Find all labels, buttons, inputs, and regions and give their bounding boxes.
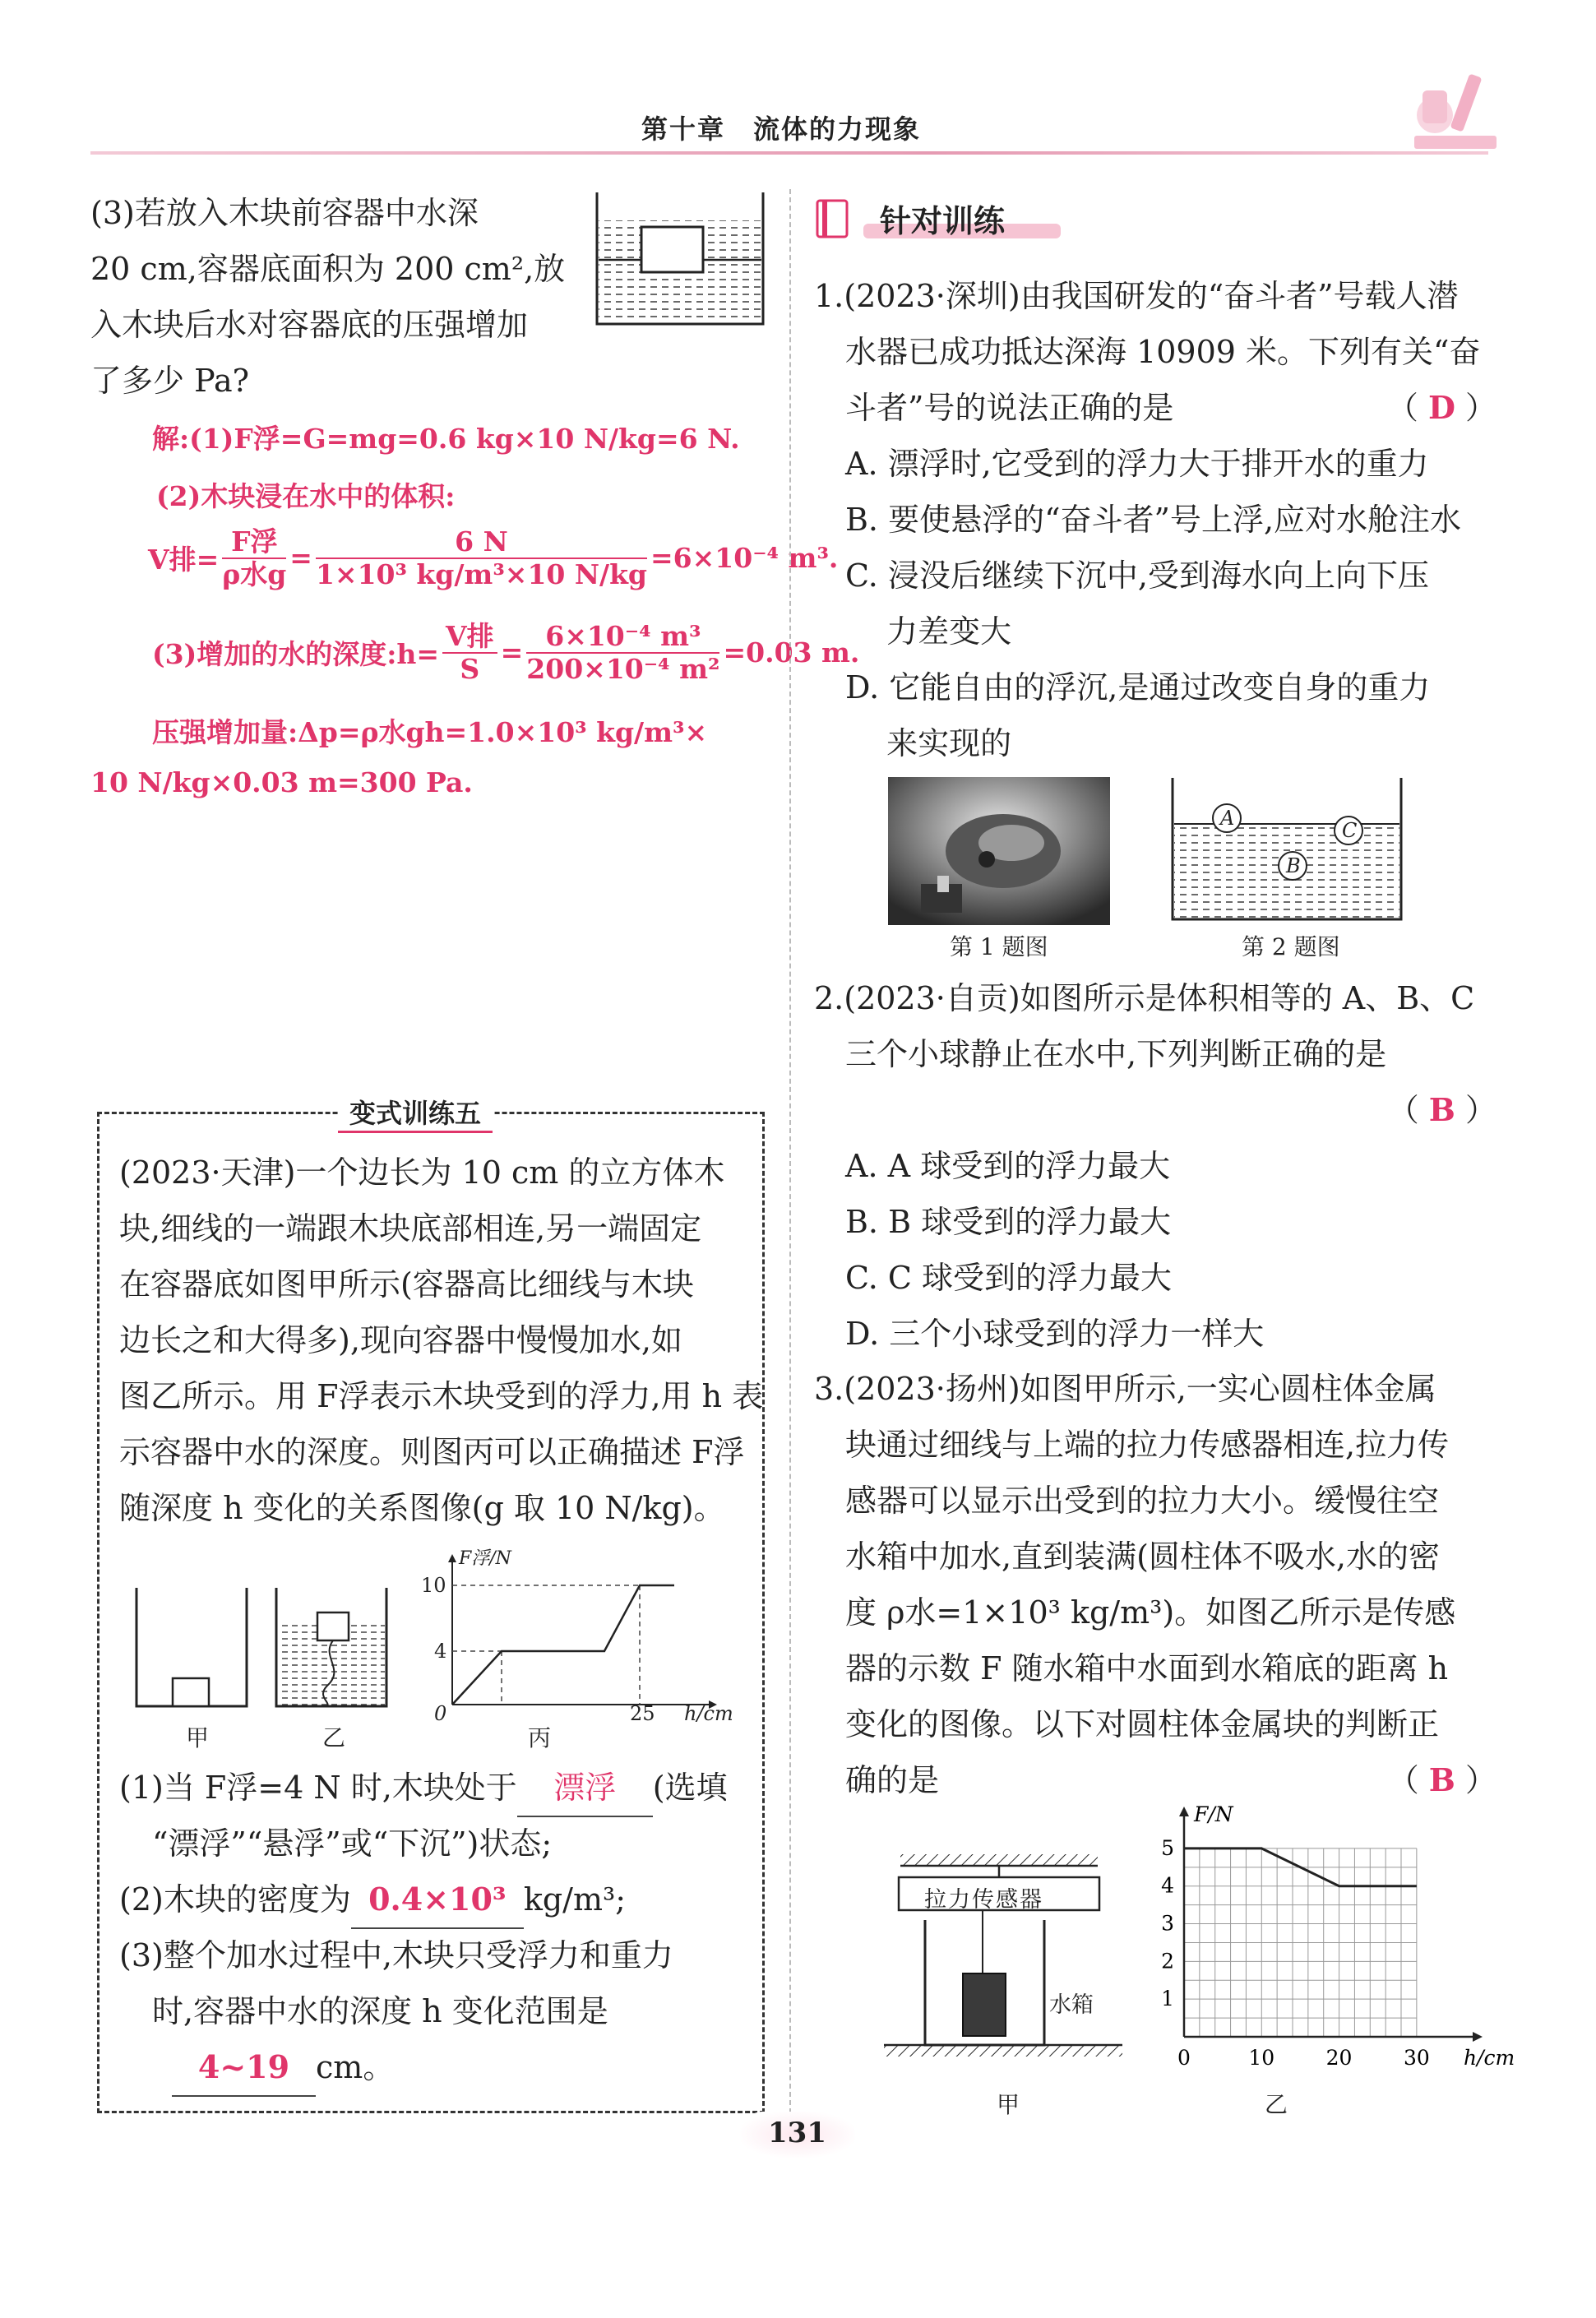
fig2-caption: 第 2 题图 [1242, 933, 1340, 960]
sub3-line1: (3)整个加水过程中,木块只受浮力和重力 [119, 1937, 673, 1973]
three-balls-figure [1168, 773, 1406, 925]
q3-line2: 20 cm,容器底面积为 200 cm²,放 [90, 251, 566, 287]
ball-b-label: B [1286, 854, 1301, 877]
y-tick-label: 5 [1161, 1835, 1174, 1860]
q1-answer-bracket: （ D ） [1386, 389, 1497, 426]
variant-subquestions [119, 1760, 761, 2105]
right-q2 [814, 970, 1497, 1352]
sub3-blank [172, 2039, 316, 2097]
variant-line-1: (2023·天津)一个边长为 10 cm 的立方体木 [119, 1154, 725, 1191]
variant-figure-jia [132, 1583, 255, 1739]
q1-option-c2: 力差变大 [845, 613, 1012, 650]
volume-result: =6×10⁻⁴ m³. [650, 542, 839, 575]
variant-line-3: 在容器底如图甲所示(容器高比细线与木块 [119, 1266, 694, 1302]
q3-fig-yi: 乙 [1265, 2091, 1288, 2118]
q3-line3: 入木块后水对容器底的压强增加 [90, 307, 529, 343]
rq3-answer-bracket: （ B ） [1387, 1761, 1497, 1798]
q1-option-c: C. 浸没后继续下沉中,受到海水向上向下压 [845, 558, 1429, 594]
chapter-title: 第十章 流体的力现象 [641, 113, 922, 145]
frac1-den: ρ水g [222, 558, 287, 590]
x-axis-label: h/cm [1464, 2046, 1515, 2070]
graph-bing-ytop: 10 [421, 1574, 446, 1597]
rq3-line2: 块通过细线与上端的拉力传感器相连,拉力传 [845, 1427, 1450, 1463]
q3-line4: 了多少 Pa? [90, 363, 249, 399]
sub2-blank [351, 1872, 524, 1929]
variant-line-6: 示容器中水的深度。则图丙可以正确描述 F浮 [119, 1434, 745, 1470]
q1-option-d: D. 它能自由的浮沉,是通过改变自身的重力 [845, 669, 1431, 706]
rq3-line4: 水箱中加水,直到装满(圆柱体不吸水,水的密 [845, 1538, 1440, 1575]
page-header [0, 0, 1596, 164]
q1-line2: 水器已成功抵达深海 10909 米。下列有关“奋 [845, 334, 1481, 370]
solution-block [90, 411, 860, 822]
frac2-den: 1×10³ kg/m³×10 N/kg [315, 558, 648, 590]
y-axis-arrow [1179, 1807, 1189, 1816]
graph-bing-xlabel: h/cm [684, 1702, 733, 1725]
solution-line1: 解:(1)F浮=G=mg=0.6 kg×10 N/kg=6 N. [152, 423, 740, 455]
q2-option-b: B. B 球受到的浮力最大 [845, 1204, 1172, 1240]
sub3-line2: 时,容器中水的深度 h 变化范围是 [152, 1993, 608, 2029]
depth-result: =0.03 m. [723, 636, 860, 669]
header-rule [90, 151, 1488, 155]
graph-bing-ylabel: F浮/N [459, 1548, 511, 1569]
right-q3 [814, 1361, 1497, 1821]
x-axis-arrow [1473, 2032, 1483, 2042]
variant-line-7: 随深度 h 变化的关系图像(g 取 10 N/kg)。 [119, 1490, 725, 1526]
q1-option-a: A. 漂浮时,它受到的浮力大于排开水的重力 [845, 446, 1429, 482]
frac3-den: S [460, 652, 480, 685]
q2-answer: B [1428, 1091, 1455, 1128]
rq3-line5: 度 ρ水=1×10³ kg/m³)。如图乙所示是传感 [845, 1594, 1456, 1631]
q1-line3: 斗者”号的说法正确的是 [845, 390, 1174, 426]
frac3-num: V排 [442, 621, 497, 654]
rq3-line6: 器的示数 F 随水箱中水面到水箱底的距离 h [845, 1650, 1449, 1686]
rq3-line3: 感器可以显示出受到的拉力大小。缓慢往空 [845, 1483, 1440, 1519]
depth-lhs: (3)增加的水的深度:h= [152, 638, 440, 671]
variant-line-2: 块,细线的一端跟木块底部相连,另一端固定 [119, 1210, 702, 1247]
variant-line-4: 边长之和大得多),现向容器中慢慢加水,如 [119, 1322, 682, 1358]
frac4-den: 200×10⁻⁴ m² [526, 652, 720, 685]
sub2-answer: 0.4×10³ [368, 1881, 507, 1918]
rq3-answer: B [1428, 1761, 1455, 1798]
column-divider [789, 189, 791, 2113]
section-title: 针对训练 [880, 202, 1006, 239]
solution-line2: (2)木块浸在水中的体积: [156, 480, 456, 512]
q2-option-c: C. C 球受到的浮力最大 [845, 1260, 1173, 1296]
sub1-line [119, 1760, 728, 1817]
tank-label: 水箱 [1049, 1992, 1094, 2018]
solution-line5: 压强增加量:Δp=ρ水gh=1.0×10³ kg/m³× [152, 716, 708, 748]
sub2-suffix: kg/m³; [523, 1881, 627, 1918]
sub3-suffix: cm。 [316, 2049, 395, 2085]
variant-figure-yi [271, 1583, 395, 1739]
book-icon [814, 197, 852, 240]
fig-bing-label: 丙 [528, 1724, 552, 1751]
fig-jia-label: 甲 [186, 1724, 210, 1751]
frac2-num: 6 N [316, 526, 647, 559]
y-axis-label: F/N [1194, 1802, 1233, 1826]
sensor-label: 拉力传感器 [924, 1887, 1043, 1913]
q1-line1: 1.(2023·深圳)由我国研发的“奋斗者”号载人潜 [814, 278, 1459, 314]
sub1-suffix: (选填 [652, 1770, 728, 1806]
solution-line4: (3)增加的水的深度:h= $\frac{\text{V排}}{S}$ = $\frac{\text{6×10⁻⁴ m³}}{\text{200×10⁻⁴ m²}}$ =0.03 m. [152, 620, 860, 685]
solution-line6: 10 N/kg×0.03 m=300 Pa. [90, 766, 473, 798]
sub1-blank [517, 1760, 653, 1817]
submarine-photo [888, 777, 1110, 925]
q2-line2: 三个小球静止在水中,下列判断正确的是 [845, 1036, 1387, 1072]
y-tick-label: 1 [1161, 1987, 1174, 2011]
fig1-caption: 第 1 题图 [950, 933, 1048, 960]
q3-fig-jia: 甲 [997, 2091, 1020, 2118]
sub3-answer: 4~19 [197, 2048, 290, 2085]
q2-line1: 2.(2023·自贡)如图所示是体积相等的 A、B、C [814, 980, 1475, 1016]
solution-line3: V排= $\frac{\text{F浮}}{\text{ρ水g}}$ = $\frac{6 N}{\text{1×10³ kg/m³×10 N/kg}}$ =6×10⁻⁴ m³. [148, 525, 839, 590]
q3-container-figure [592, 187, 769, 327]
fraction-4 [526, 621, 719, 685]
sub1-line2: “漂浮”“悬浮”或“下沉”)状态; [152, 1825, 553, 1862]
variant-graph-bing [428, 1552, 740, 1717]
q1-answer: D [1427, 389, 1455, 426]
rq3-line1: 3.(2023·扬州)如图甲所示,一实心圆柱体金属 [814, 1371, 1436, 1407]
right-q1 [814, 268, 1497, 778]
graph-bing-origin: 0 [434, 1702, 447, 1725]
sub1-answer: 漂浮 [553, 1770, 617, 1806]
sub2-prefix: (2)木块的密度为 [119, 1881, 351, 1918]
q3-line1: (3)若放入木块前容器中水深 [90, 195, 479, 231]
graph-bing-xtick: 25 [630, 1702, 655, 1725]
q2-option-a: A. A 球受到的浮力最大 [845, 1148, 1171, 1184]
frac4-num: 6×10⁻⁴ m³ [526, 621, 719, 654]
volume-symbol: V排= [148, 544, 220, 576]
rq3-line8: 确的是 [845, 1762, 940, 1798]
fig-yi-label: 乙 [322, 1724, 346, 1751]
page-number: 131 [768, 2117, 826, 2149]
y-tick-label: 4 [1161, 1873, 1174, 1898]
frac1-num: F浮 [222, 526, 286, 559]
fraction-3 [442, 621, 497, 685]
microscope-logo [1390, 58, 1505, 156]
sub3-line3 [172, 2039, 394, 2097]
fraction-2 [316, 526, 647, 590]
ball-c-label: C [1342, 819, 1358, 842]
rq3-line7: 变化的图像。以下对圆柱体金属块的判断正 [845, 1706, 1440, 1742]
q1-option-d2: 来实现的 [845, 725, 1012, 761]
y-tick-label: 3 [1161, 1911, 1174, 1936]
variant-title: 变式训练五 [338, 1093, 493, 1133]
left-q3 [90, 185, 600, 415]
ball-a-label: A [1220, 807, 1235, 830]
x-tick-label: 20 [1325, 2046, 1353, 2070]
variant-line-5: 图乙所示。用 F浮表示木块受到的浮力,用 h 表 [119, 1378, 764, 1414]
q2-option-d: D. 三个小球受到的浮力一样大 [845, 1316, 1265, 1352]
x-tick-label: 0 [1177, 2046, 1191, 2070]
sub1-prefix: (1)当 F浮=4 N 时,木块处于 [119, 1770, 517, 1806]
force-depth-chart [1135, 1802, 1515, 2084]
q1-option-b: B. 要使悬浮的“奋斗者”号上浮,应对水舱注水 [845, 502, 1462, 538]
section-header [814, 191, 1069, 248]
fraction-1 [222, 526, 286, 590]
q2-answer-bracket: （ B ） [1387, 1091, 1497, 1128]
sub2-line [119, 1872, 626, 1929]
sensor-tank-figure [884, 1838, 1131, 2076]
graph-bing-ymid: 4 [434, 1640, 447, 1663]
x-tick-label: 30 [1403, 2046, 1430, 2070]
variant-text [119, 1145, 764, 1539]
y-tick-label: 2 [1161, 1949, 1174, 1973]
x-tick-label: 10 [1248, 2046, 1275, 2070]
